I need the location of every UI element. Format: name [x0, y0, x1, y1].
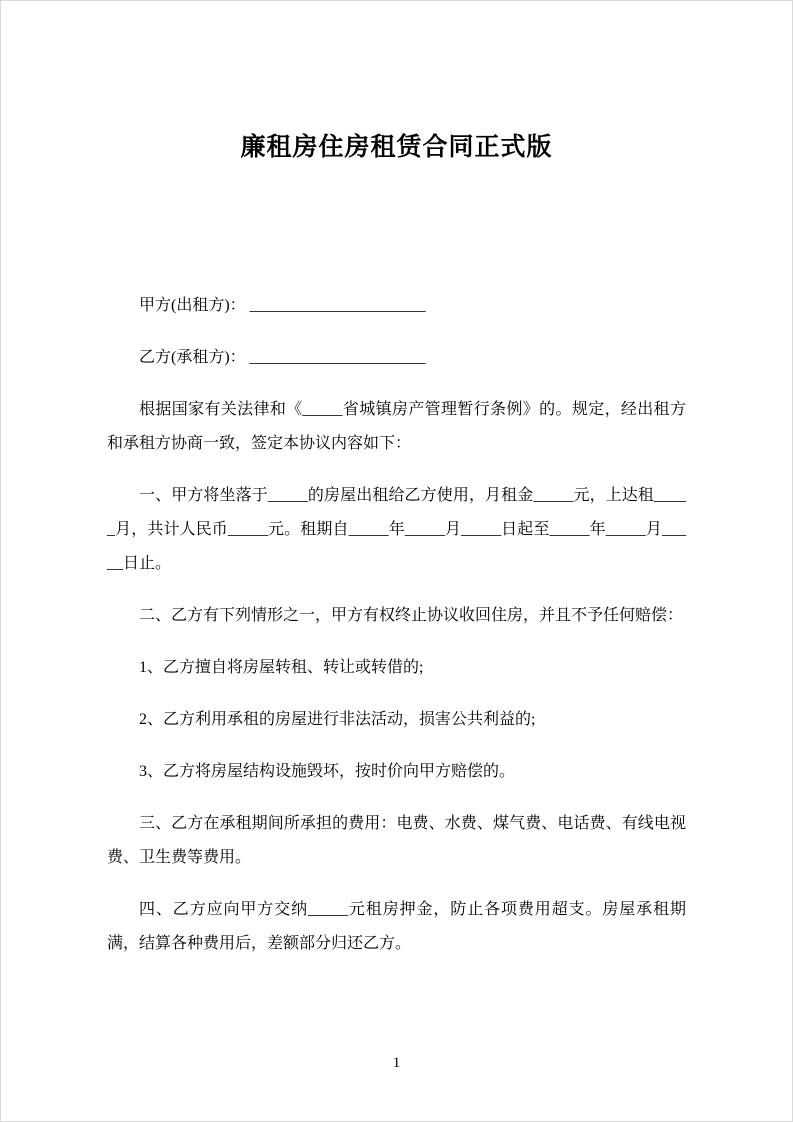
clause-4-paragraph: 四、乙方应向甲方交纳_____元租房押金，防止各项费用超支。房屋承租期满，结算各种费用后，差额部分归还乙方。 [107, 901, 686, 952]
clause-2-item-2: 2、乙方利用承租的房屋进行非法活动，损害公共利益的; [139, 711, 536, 728]
clause-1-paragraph: 一、甲方将坐落于_____的房屋出租给乙方使用，月租金_____元，上达租_____月，共计人民币_____元。租期自_____年_____月_____日起至_____年_____月_____日止。 [107, 487, 686, 572]
clause-2-item-3: 3、乙方将房屋结构设施毁坏，按时价向甲方赔偿的。 [139, 763, 516, 780]
clause-2-paragraph: 二、乙方有下列情形之一，甲方有权终止协议收回住房，并且不予任何赔偿： [139, 607, 684, 624]
party-a-line: 甲方(出租方)： ______________________ [139, 297, 426, 314]
party-b-line: 乙方(承租方)： ______________________ [139, 349, 426, 366]
clause-2-item-1: 1、乙方擅自将房屋转租、转让或转借的; [139, 659, 424, 676]
document-title: 廉租房住房租赁合同正式版 [240, 133, 553, 161]
intro-paragraph: 根据国家有关法律和《_____省城镇房产管理暂行条例》的。规定，经出租方和承租方协商一致，签定本协议内容如下： [107, 401, 686, 452]
clause-3-paragraph: 三、乙方在承租期间所承担的费用：电费、水费、煤气费、电话费、有线电视费、卫生费等费用。 [107, 815, 686, 866]
page-number: 1 [392, 1055, 401, 1071]
